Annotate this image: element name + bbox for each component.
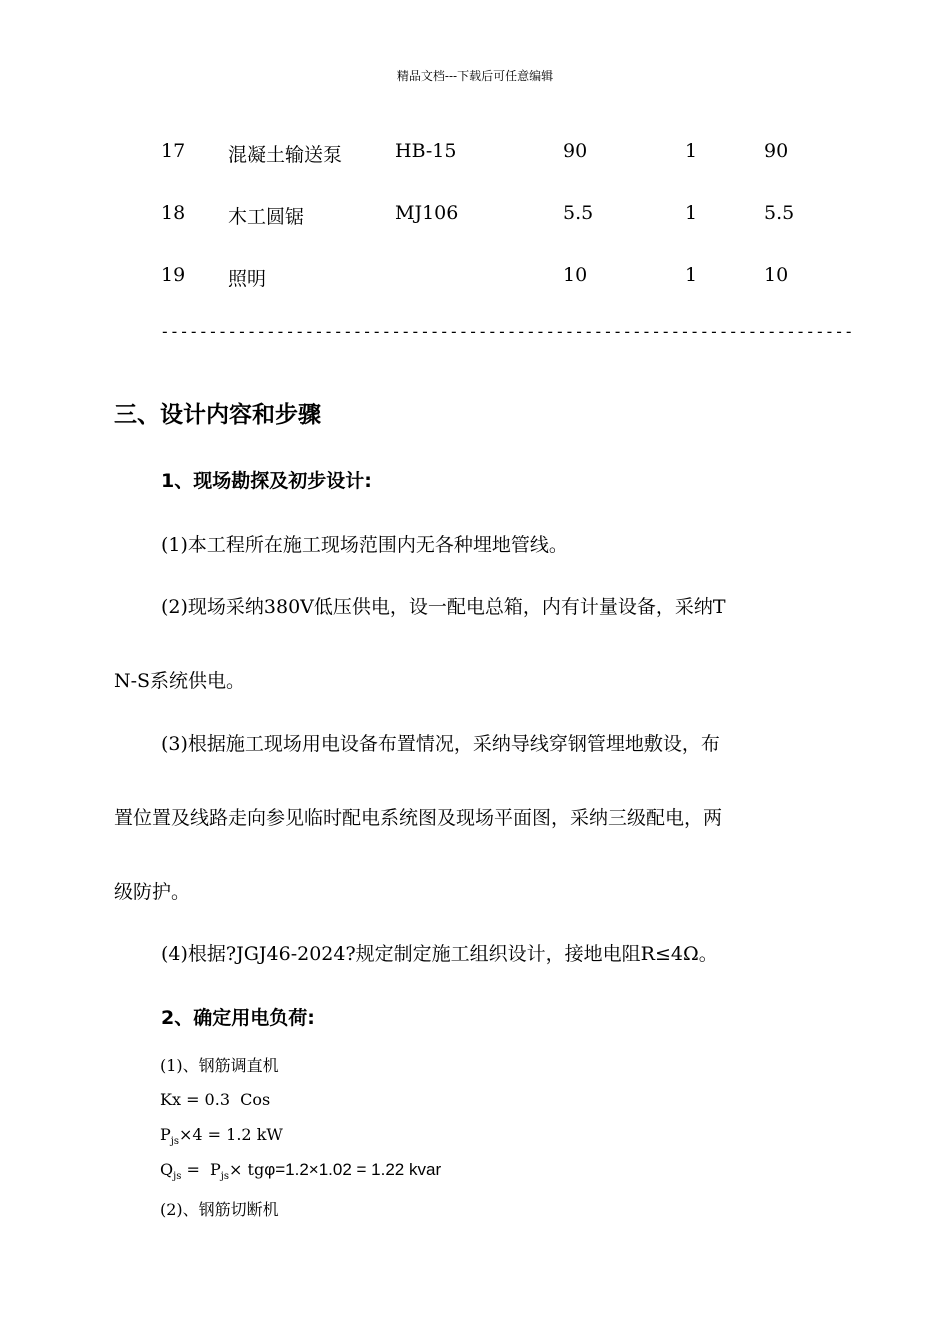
paragraph-4: (4)根据?JGJ46-2024?规定制定施工组织设计，接地电阻R≤4Ω。 xyxy=(161,943,718,965)
equipment-qty: 1 xyxy=(685,140,698,162)
equipment-total: 5.5 xyxy=(764,202,795,224)
subsection-title-survey: 1、现场勘探及初步设计: xyxy=(161,470,372,492)
equipment-power: 10 xyxy=(563,264,588,286)
formula-kx: Kx = 0.3 Cos xyxy=(160,1090,271,1109)
symbol-p: P xyxy=(160,1125,171,1144)
formula-qjs-mid: = P xyxy=(181,1160,221,1179)
formula-pjs xyxy=(160,1125,283,1147)
paragraph-3-line-3: 级防护。 xyxy=(114,881,191,903)
formula-qjs xyxy=(160,1160,441,1182)
subscript-js: js xyxy=(173,1171,182,1183)
table-divider: ------------------------------------------------------------------------ xyxy=(160,322,854,341)
paragraph-2-line-1: (2)现场采纳380V低压供电，设一配电总箱，内有计量设备，采纳T xyxy=(161,596,726,618)
equipment-model: HB-15 xyxy=(395,140,457,162)
paragraph-1: (1)本工程所在施工现场范围内无各种埋地管线。 xyxy=(161,534,568,556)
row-number: 17 xyxy=(161,140,186,162)
equipment-power: 5.5 xyxy=(563,202,594,224)
equipment-qty: 1 xyxy=(685,264,698,286)
row-number: 18 xyxy=(161,202,186,224)
page-header: 精品文档---下载后可任意编辑 xyxy=(396,69,554,83)
paragraph-3-line-2: 置位置及线路走向参见临时配电系统图及现场平面图，采纳三级配电，两 xyxy=(114,807,723,829)
equipment-total: 10 xyxy=(764,264,789,286)
formula-pjs-value: ×4 = 1.2 kW xyxy=(179,1125,283,1144)
subscript-js: js xyxy=(170,1136,179,1148)
equipment-qty: 1 xyxy=(685,202,698,224)
equipment-model: MJ106 xyxy=(395,202,459,224)
paragraph-2-line-2: N-S系统供电。 xyxy=(114,670,246,692)
equipment-name: 照明 xyxy=(228,268,267,290)
formula-qjs-tg: × tg xyxy=(229,1160,265,1179)
subsection-title-load: 2、确定用电负荷: xyxy=(161,1007,315,1029)
paragraph-3-line-1: (3)根据施工现场用电设备布置情况，采纳导线穿钢管埋地敷设，布 xyxy=(161,733,720,755)
symbol-q: Q xyxy=(160,1160,174,1179)
equipment-power: 90 xyxy=(563,140,588,162)
equipment-name: 木工圆锯 xyxy=(228,206,305,228)
row-number: 19 xyxy=(161,264,186,286)
section-title: 三、设计内容和步骤 xyxy=(114,402,321,428)
equipment-name: 混凝土输送泵 xyxy=(228,144,343,166)
subscript-js: js xyxy=(220,1171,230,1183)
formula-qjs-value: φ=1.2×1.02 = 1.22 kvar xyxy=(264,1160,442,1179)
equipment-total: 90 xyxy=(764,140,789,162)
item-1-title: (1)、钢筋调直机 xyxy=(160,1056,279,1075)
item-2-title: (2)、钢筋切断机 xyxy=(160,1200,279,1219)
